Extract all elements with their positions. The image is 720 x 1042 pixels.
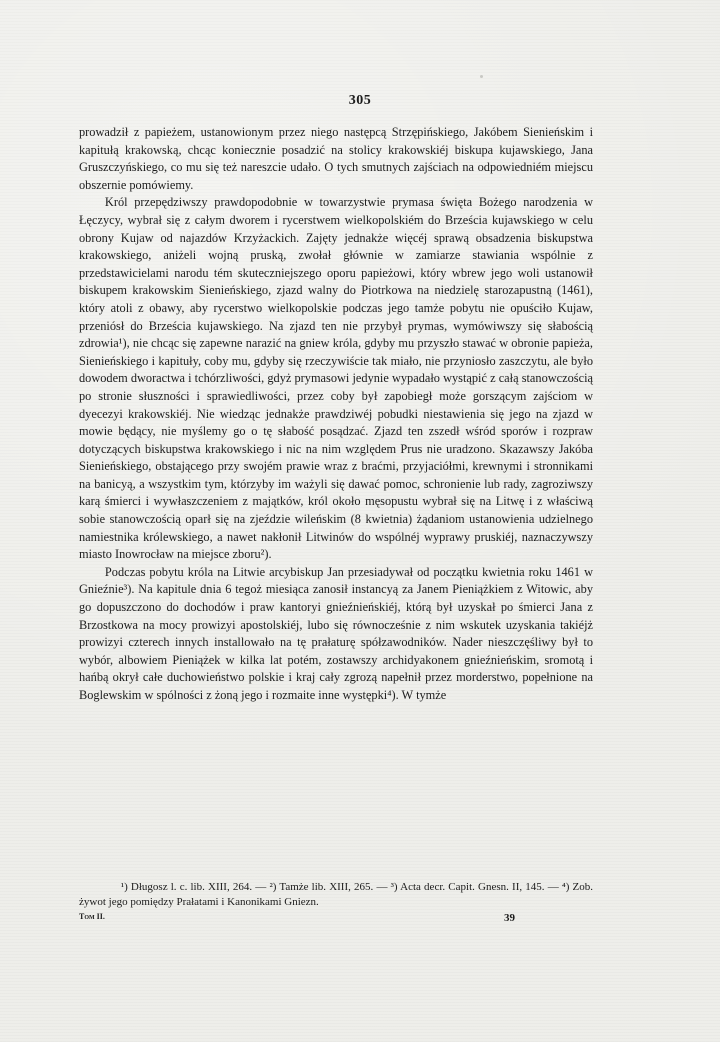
paragraph-archbishop-jan: Podczas pobytu króla na Litwie arcybiskup Jan przesiadywał od początku kwietnia roku 1461 w Gnieźnie³). Na kapitule dnia 6 tegoż miesiąca zanosił instancyą za Janem Pieniążkiem z Witowic, aby go dopuszczono do dochodów i praw kantoryi gnieźnieńskiéj, którą był uzyskał po śmierci Jana z Brzostkowa na mocy prowizyi apostolskiéj, lubo się równocześnie z nim wskutek uzyskania takiéjż prowizyi czterech innych installowało na tę prałaturę spółzawodników. Nader nieszczęśliwy był to wybór, albowiem Pieniążek w kilka lat potém, zostawszy archidyakonem gnieźnieńskim, sromotą i hańbą okrył całe duchowieństwo polskie i kraj cały zgrozą napełnił przez morderstwo, popełnione na Boglewskim w spólności z żoną jego i rozmaite inne występki⁴). W tymże [79,564,593,702]
main-text-block [79,124,593,705]
paragraph-continuation: prowadził z papieżem, ustanowionym przez niego następcą Strzępińskiego, Jakóbem Sienieńskim i kapitułą krakowską, chcąc koniecznie posadzić na stolicy krakowskiéj biskupa kujawskiego, Jana Gruszczyńskiego, co mu się też nareszcie udało. O tych smutnych zajściach na odpowiedniém miejscu obszernie pomówiemy. [79,125,593,192]
page-number: 305 [348,93,372,108]
sheet-number: 39 [504,912,515,924]
volume-signature: Tom II. [79,912,105,921]
paragraph-king-zjazd: Król przepędziwszy prawdopodobnie w towarzystwie prymasa święta Bożego narodzenia w Łęczycy, wybrał się z całym dworem i rycerstwem wielkopolskiém do Brześcia kujawskiego w celu obrony Kujaw od najazdów Krzyżackich. Zajęty jednakże więcéj sprawą obsadzenia biskupstwa krakowskiego, aniżeli wojną pruską, zwołał głównie w zamiarze stawiania wspólnie z przedstawicielami narodu tém skuteczniejszego oporu papieżowi, który wbrew jego woli ustanowił biskupem krakowskim Sienieńskiego, zjazd walny do Piotrkowa na niedzielę starozapustną (1461), który atoli z obawy, aby rycerstwo wielkopolskie podczas jego tamże pobytu nie opuściło Kujaw, przeniósł do Brześcia kujawskiego. Na zjazd ten nie przybył prymas, wymówiwszy się słabością zdrowia¹), nie chcąc się zapewne narazić na gniew króla, gdyby mu przyszło stawać w obronie papieża, Sienieńskiego i kapituły, coby mu, gdyby się rzeczywiście tak miało, nie przyniosło zaszczytu, ale było dowodem dworactwa i tchórzliwości, gdyż prymasowi jedynie wypadało wystąpić z całą stanowczością po stronie słuszności i sprawiedliwości, przez coby był zapobiegł może gorszącym zajściom w dyecezyi krakowskiéj. Nie wiedząc jednakże prawdziwéj pobudki niestawienia się jego na zjazd w mowie będący, nie myślemy go o tę słabość posądzać. Zjazd ten zszedł wśród sporów i rozpraw dotyczących biskupstwa krakowskiego i nic na nim względem Prus nie uradzono. Skazawszy Jakóba Sienieńskiego, obstającego przy swojém prawie wraz z braćmi, przyjaciółmi, krewnymi i stronnikami na banicyą, a wszystkim tym, którzyby im ważyli się dawać pomoc, schronienie lub rady, zagroziwszy karą śmierci i wywłaszczeniem z majątków, król około męsopustu wybrał się na Litwę i z właściwą sobie stanowczością oparł się na zjeździe wileńskim (8 kwietnia) żądaniom ustanowienia udzielnego namiestnika królewskiego, a nawet nakłonił Litwinów do wspólnéj wyprawy pruskiéj, naznaczywszy miasto Inowrocław na miejsce zboru²). [79,195,593,562]
footnotes: ¹) Długosz l. c. lib. XIII, 264. — ²) Tamże lib. XIII, 265. — ³) Acta decr. Capit. Gnesn. II, 145. — ⁴) Zob. żywot jego pomiędzy Prałatami i Kanonikami Gniezn. [79,881,593,908]
paper-speck [480,75,483,78]
